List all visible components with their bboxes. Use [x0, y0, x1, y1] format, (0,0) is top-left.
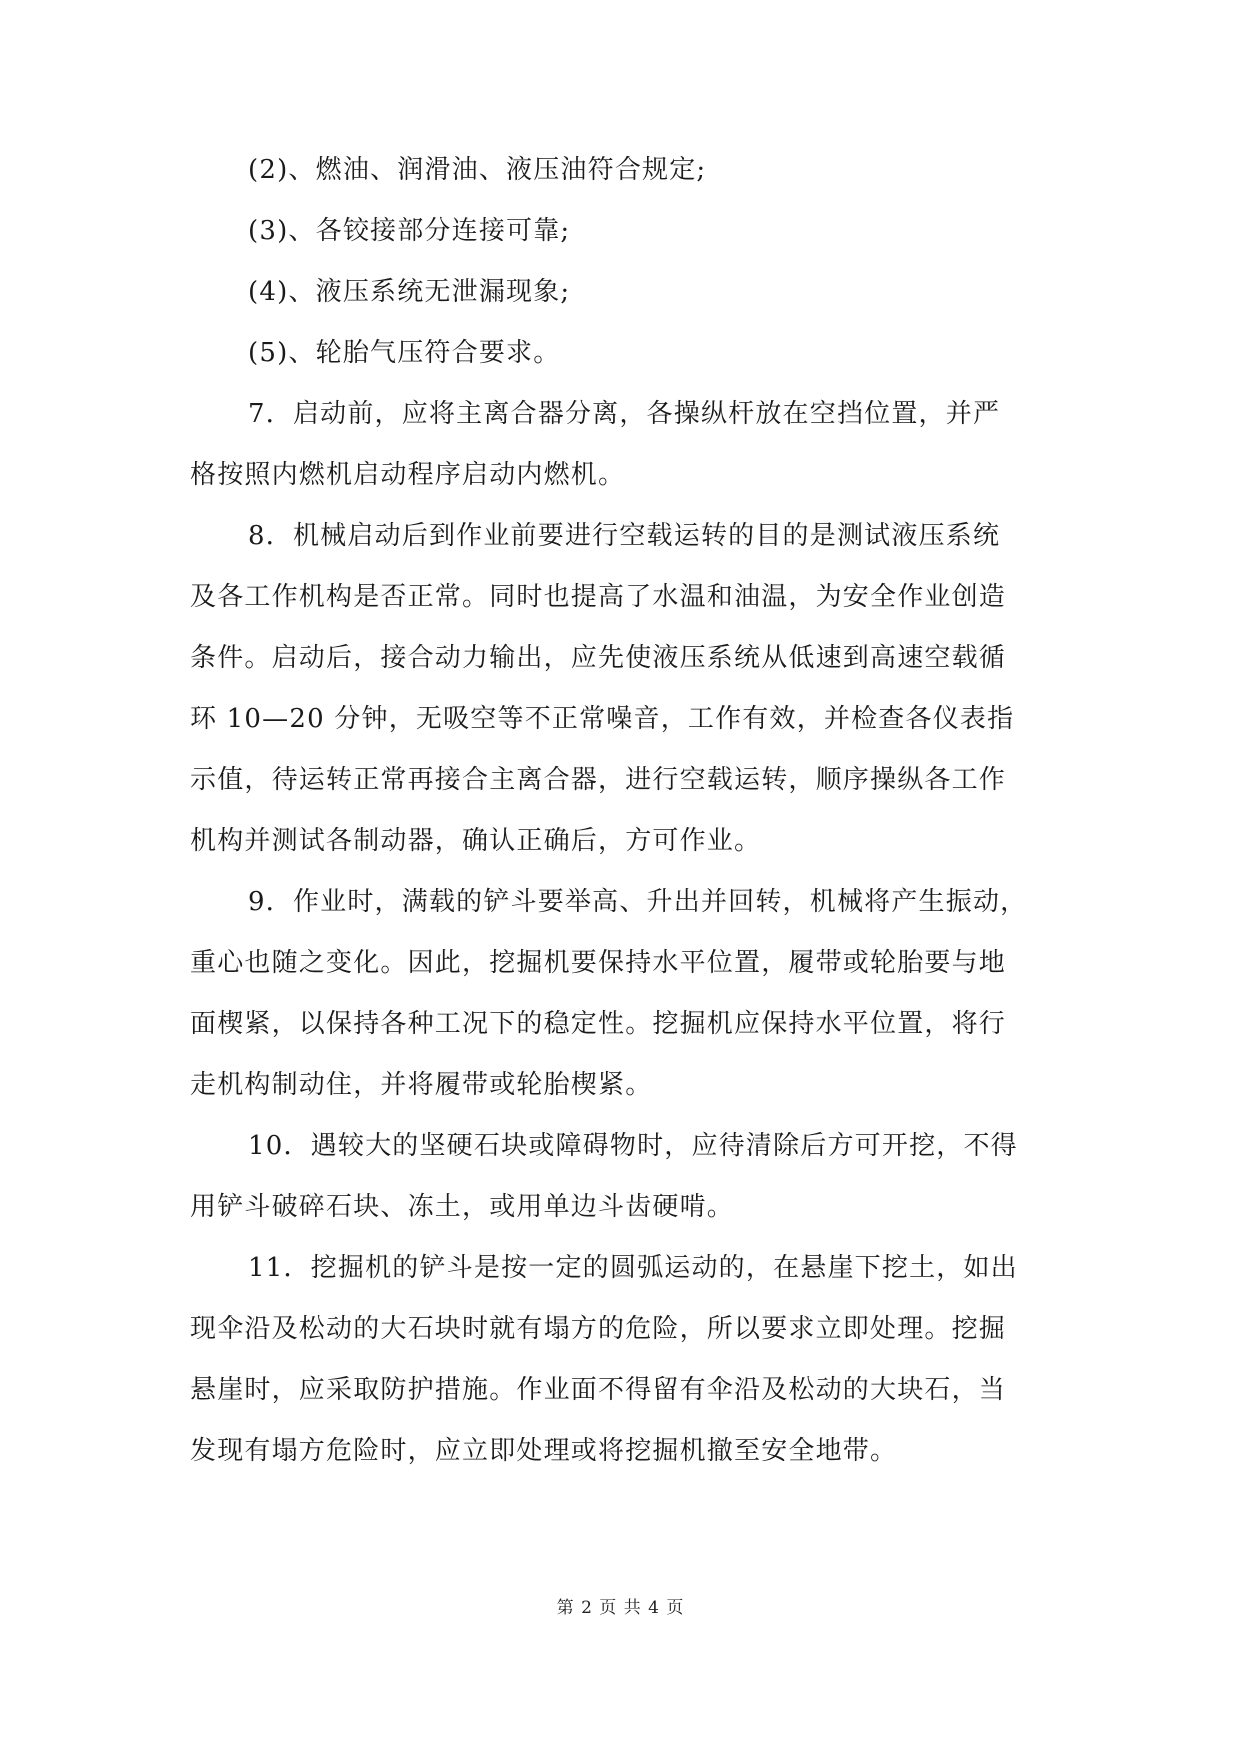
text-line: 9．作业时，满载的铲斗要举高、升出并回转，机械将产生振动，: [248, 887, 1028, 917]
text-line: (4)、液压系统无泄漏现象;: [248, 277, 571, 307]
text-line: (3)、各铰接部分连接可靠;: [248, 216, 571, 246]
text-line: 面楔紧，以保持各种工况下的稳定性。挖掘机应保持水平位置，将行: [190, 1009, 1007, 1039]
text-line: 机构并测试各制动器，确认正确后，方可作业。: [190, 826, 762, 856]
page-footer: 第 2 页 共 4 页: [556, 1598, 685, 1618]
text-line: 悬崖时，应采取防护措施。作业面不得留有伞沿及松动的大块石，当: [190, 1375, 1007, 1405]
text-line: 用铲斗破碎石块、冻土，或用单边斗齿硬啃。: [190, 1192, 735, 1222]
text-line: 7．启动前，应将主离合器分离，各操纵杆放在空挡位置，并严: [248, 399, 1001, 429]
text-line: 发现有塌方危险时，应立即处理或将挖掘机撤至安全地带。: [190, 1436, 898, 1466]
text-line: 走机构制动住，并将履带或轮胎楔紧。: [190, 1070, 653, 1100]
text-line: 条件。启动后，接合动力输出，应先使液压系统从低速到高速空载循: [190, 643, 1007, 673]
text-line: 8．机械启动后到作业前要进行空载运转的目的是测试液压系统: [248, 521, 1001, 551]
text-line: 现伞沿及松动的大石块时就有塌方的危险，所以要求立即处理。挖掘: [190, 1314, 1007, 1344]
text-line: (5)、轮胎气压符合要求。: [248, 338, 561, 368]
text-line: 格按照内燃机启动程序启动内燃机。: [190, 460, 626, 490]
text-line: 重心也随之变化。因此，挖掘机要保持水平位置，履带或轮胎要与地: [190, 948, 1007, 978]
text-line: 环 10—20 分钟，无吸空等不正常噪音，工作有效，并检查各仪表指: [190, 704, 1015, 734]
text-line: 及各工作机构是否正常。同时也提高了水温和油温，为安全作业创造: [190, 582, 1007, 612]
text-line: 示值，待运转正常再接合主离合器，进行空载运转，顺序操纵各工作: [190, 765, 1007, 795]
text-line: (2)、燃油、润滑油、液压油符合规定;: [248, 155, 707, 185]
text-line: 10．遇较大的坚硬石块或障碍物时，应待清除后方可开挖，不得: [248, 1131, 1018, 1161]
text-line: 11．挖掘机的铲斗是按一定的圆弧运动的，在悬崖下挖土，如出: [248, 1253, 1018, 1283]
